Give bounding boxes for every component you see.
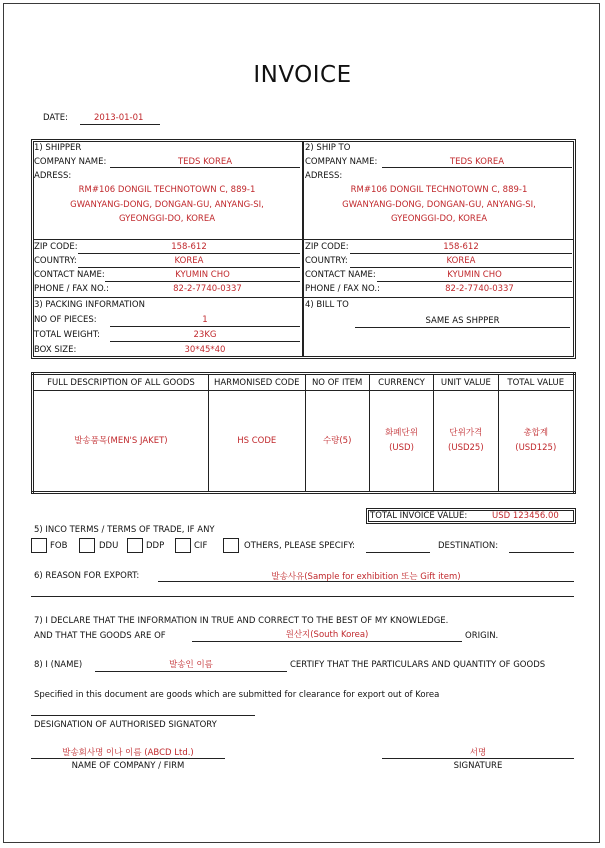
shipto-country-label: COUNTRY: — [305, 256, 348, 266]
fob-checkbox[interactable] — [31, 538, 47, 553]
shipper-zip-value[interactable]: 158-612 — [171, 242, 207, 252]
cif-label: CIF — [194, 541, 208, 551]
shipper-contact-label: CONTACT NAME: — [34, 270, 105, 280]
goods-description[interactable]: 발송품목(MEN'S JAKET) — [33, 391, 209, 493]
packing-weight-underline — [110, 341, 300, 342]
shipto-contact-value[interactable]: KYUMIN CHO — [447, 270, 502, 280]
date-underline — [80, 124, 160, 125]
reason-extra-line — [31, 596, 574, 597]
company-firm-label: NAME OF COMPANY / FIRM — [71, 761, 185, 771]
table-row — [33, 391, 575, 493]
shipper-address-label: ADRESS: — [34, 171, 72, 181]
reason-underline — [158, 581, 574, 582]
date-value[interactable]: 2013-01-01 — [94, 113, 144, 123]
ddu-label: DDU — [99, 541, 119, 551]
packing-pieces-value[interactable]: 1 — [202, 315, 208, 325]
declaration-line-2-prefix: AND THAT THE GOODS ARE OF — [34, 631, 166, 641]
others-specify-input[interactable] — [366, 552, 430, 553]
shipto-country-underline — [350, 267, 572, 268]
shipto-contact-label: CONTACT NAME: — [305, 270, 376, 280]
shipto-address-line-2[interactable]: GWANYANG-DONG, DONGAN-GU, ANYANG-SI, — [342, 200, 536, 210]
shipto-header: 2) SHIP TO — [305, 143, 351, 153]
cif-checkbox[interactable] — [175, 538, 191, 553]
page-title: INVOICE — [253, 62, 352, 88]
packing-header: 3) PACKING INFORMATION — [34, 300, 145, 310]
certify-name-underline — [95, 671, 287, 672]
shipto-company-label: COMPANY NAME: — [305, 157, 378, 167]
goods-table — [31, 372, 576, 494]
company-firm-underline — [31, 758, 225, 759]
packing-size-value[interactable]: 30*45*40 — [184, 345, 226, 355]
billto-underline — [355, 327, 570, 328]
reason-label: 6) REASON FOR EXPORT: — [34, 571, 140, 581]
date-label: DATE: — [43, 113, 68, 123]
shipper-company-label: COMPANY NAME: — [34, 157, 107, 167]
shipper-country-label: COUNTRY: — [34, 256, 77, 266]
signature-value[interactable]: 서명 — [469, 748, 487, 758]
declaration-line-1: 7) I DECLARE THAT THE INFORMATION IN TRUE AND CORRECT TO THE BEST OF MY KNOWLEDGE. — [34, 616, 449, 626]
packing-pieces-label: NO OF PIECES: — [34, 315, 97, 325]
certify-prefix: 8) I (NAME) — [34, 660, 83, 670]
billto-header: 4) BILL TO — [305, 300, 349, 310]
fob-label: FOB — [50, 541, 68, 551]
shipper-contact-value[interactable]: KYUMIN CHO — [175, 270, 230, 280]
ddp-label: DDP — [146, 541, 165, 551]
shipper-zip-label: ZIP CODE: — [34, 242, 78, 252]
packing-size-label: BOX SIZE: — [34, 345, 77, 355]
packing-pieces-underline — [110, 326, 300, 327]
packing-weight-value[interactable]: 23KG — [193, 330, 217, 340]
signature-underline — [382, 758, 574, 759]
designation-line — [31, 715, 255, 716]
signature-label: SIGNATURE — [453, 761, 503, 771]
others-checkbox[interactable] — [223, 538, 239, 553]
packing-weight-label: TOTAL WEIGHT: — [34, 330, 101, 340]
col-header-items: NO OF ITEM — [305, 374, 369, 391]
shipto-address-line-1[interactable]: RM#106 DONGIL TECHNOTOWN C, 889-1 — [350, 185, 528, 195]
specified-text: Specified in this document are goods which are submitted for clearance for export out of Korea — [34, 690, 440, 700]
designation-label: DESIGNATION OF AUTHORISED SIGNATORY — [34, 720, 217, 730]
shipper-address-divider — [33, 239, 302, 240]
shipto-address-label: ADRESS: — [305, 171, 343, 181]
shipto-country-value[interactable]: KOREA — [446, 256, 476, 266]
others-label: OTHERS, PLEASE SPECIFY: — [244, 541, 356, 551]
col-header-currency: CURRENCY — [369, 374, 433, 391]
total-invoice-label: TOTAL INVOICE VALUE: — [370, 511, 468, 521]
destination-input[interactable] — [509, 552, 574, 553]
shipto-address-line-3[interactable]: GYEONGGI-DO, KOREA — [390, 214, 488, 224]
shipper-company-underline — [110, 167, 300, 168]
shipto-company-underline — [382, 167, 572, 168]
total-invoice-value[interactable]: USD 123456.00 — [492, 511, 559, 521]
goods-unit-value[interactable]: 단위가격 (USD25) — [434, 391, 498, 493]
certify-name-value[interactable]: 발송인 이름 — [169, 660, 213, 670]
goods-currency[interactable]: 화폐단위 (USD) — [369, 391, 433, 493]
reason-value[interactable]: 발송사유(Sample for exhibition 또는 Gift item) — [271, 572, 461, 582]
col-header-total-value: TOTAL VALUE — [498, 374, 574, 391]
shipto-company-value[interactable]: TEDS KOREA — [449, 157, 505, 167]
ddu-checkbox[interactable] — [79, 538, 95, 553]
shipper-phone-label: PHONE / FAX NO.: — [34, 284, 109, 294]
shipper-address-line-3[interactable]: GYEONGGI-DO, KOREA — [118, 214, 216, 224]
goods-hs-code[interactable]: HS CODE — [208, 391, 305, 493]
shipper-country-underline — [78, 267, 300, 268]
parties-vertical-divider — [302, 141, 304, 357]
shipper-country-value[interactable]: KOREA — [174, 256, 204, 266]
shipto-phone-value[interactable]: 82-2-7740-0337 — [445, 284, 514, 294]
shipper-company-value[interactable]: TEDS KOREA — [177, 157, 233, 167]
goods-items[interactable]: 수량(5) — [305, 391, 369, 493]
shipper-address-line-2[interactable]: GWANYANG-DONG, DONGAN-GU, ANYANG-SI, — [70, 200, 264, 210]
shipper-contact-underline — [105, 281, 300, 282]
col-header-hs-code: HARMONISED CODE — [208, 374, 305, 391]
billto-value[interactable]: SAME AS SHPPER — [425, 316, 500, 326]
shipto-phone-label: PHONE / FAX NO.: — [305, 284, 380, 294]
shipto-zip-label: ZIP CODE: — [305, 242, 349, 252]
origin-underline — [192, 641, 462, 642]
goods-total-value[interactable]: 총합계 (USD125) — [498, 391, 574, 493]
shipto-zip-underline — [350, 253, 572, 254]
shipto-address-divider — [304, 239, 574, 240]
shipto-zip-value[interactable]: 158-612 — [443, 242, 479, 252]
col-header-unit-value: UNIT VALUE — [434, 374, 498, 391]
destination-label: DESTINATION: — [438, 541, 499, 551]
shipper-zip-underline — [78, 253, 300, 254]
shipper-address-line-1[interactable]: RM#106 DONGIL TECHNOTOWN C, 889-1 — [78, 185, 256, 195]
goods-header-row — [33, 374, 575, 391]
company-firm-value[interactable]: 발송회사명 이나 이름 (ABCD Ltd.) — [62, 748, 194, 758]
certify-suffix: CERTIFY THAT THE PARTICULARS AND QUANTITY OF GOODS — [290, 660, 546, 670]
shipper-phone-value[interactable]: 82-2-7740-0337 — [173, 284, 242, 294]
shipper-header: 1) SHIPPER — [34, 143, 82, 153]
declaration-line-2-suffix: ORIGIN. — [465, 631, 499, 641]
shipto-contact-underline — [377, 281, 572, 282]
inco-label: 5) INCO TERMS / TERMS OF TRADE, IF ANY — [34, 525, 215, 535]
origin-value[interactable]: 원산지(South Korea) — [285, 630, 369, 640]
ddp-checkbox[interactable] — [127, 538, 143, 553]
col-header-description: FULL DESCRIPTION OF ALL GOODS — [33, 374, 209, 391]
